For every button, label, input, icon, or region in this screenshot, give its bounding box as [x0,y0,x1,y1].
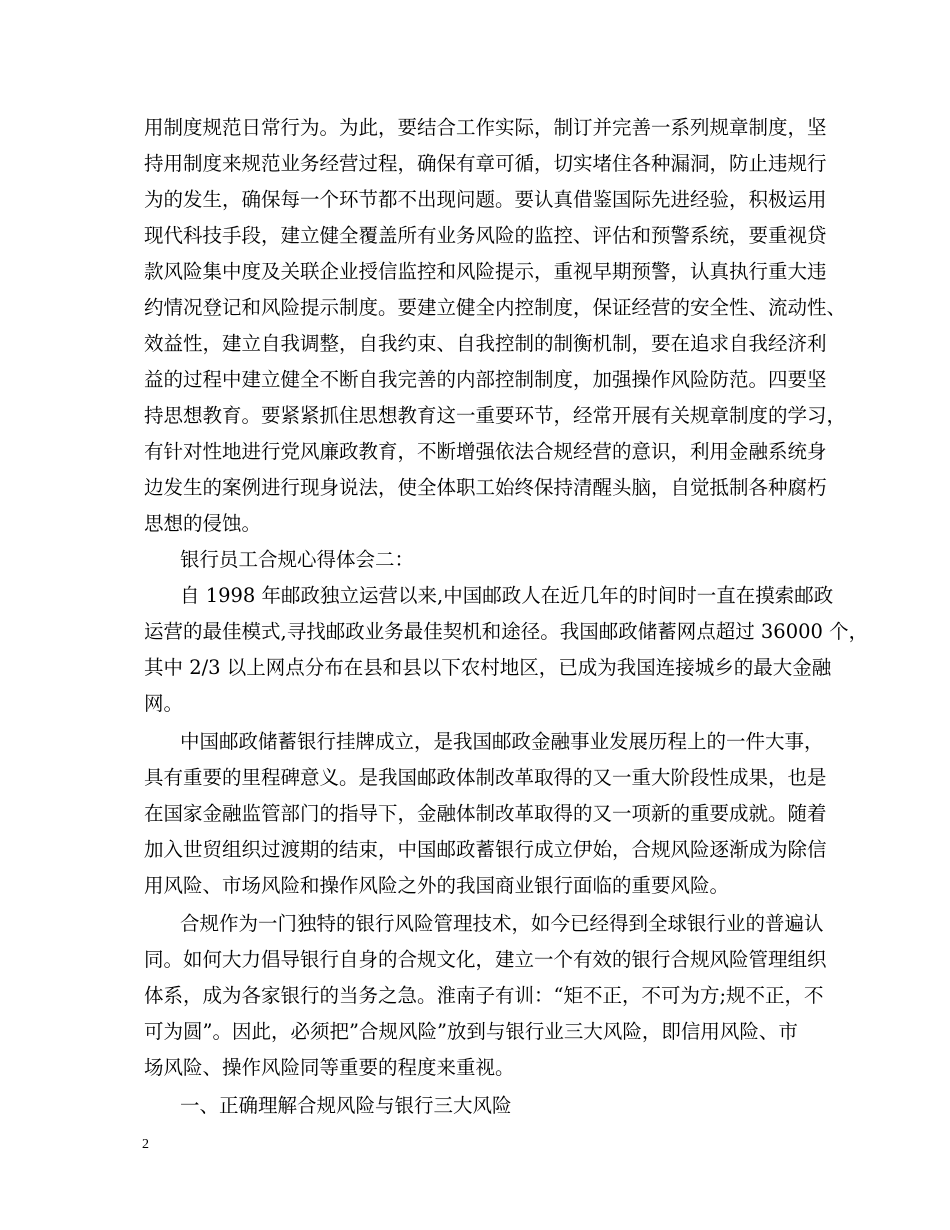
text-line: 思想的侵蚀。 [144,512,262,535]
text-line: 用风险、市场风险和操作风险之外的我国商业银行面临的重要风险。 [144,874,730,897]
text-line: 效益性，建立自我调整，自我约束、自我控制的制衡机制，要在追求自我经济利 [144,332,827,355]
text-line: 网。 [144,692,184,715]
section-heading: 银行员工合规心得体会二： [180,548,415,571]
text-line: 现代科技手段，建立健全覆盖所有业务风险的监控、评估和预警系统，要重视贷 [144,224,827,247]
text-line: 同。如何大力倡导银行自身的合规文化，建立一个有效的银行合规风险管理组织 [144,948,827,971]
text-line: 持思想教育。要紧紧抓住思想教育这一重要环节，经常开展有关规章制度的学习， [144,404,847,427]
text-line: 体系，成为各家银行的当务之急。淮南子有训：“矩不正，不可为方;规不正，不 [144,984,824,1007]
text-line: 有针对性地进行党风廉政教育，不断增强依法合规经营的意识，利用金融系统身 [144,440,827,463]
text-line: 自 1998 年邮政独立运营以来,中国邮政人在近几年的时间时一直在摸索邮政 [180,584,834,607]
text-line: 具有重要的里程碑意义。是我国邮政体制改革取得的又一重大阶段性成果，也是 [144,766,827,789]
page-number: 2 [142,1137,149,1152]
text-line: 可为圆”。因此，必须把”合规风险”放到与银行业三大风险，即信用风险、市 [144,1020,798,1043]
text-line: 益的过程中建立健全不断自我完善的内部控制制度，加强操作风险防范。四要坚 [144,368,827,391]
text-line: 运营的最佳模式,寻找邮政业务最佳契机和途径。我国邮政储蓄网点超过 36000 个， [144,620,869,643]
text-line: 用制度规范日常行为。为此，要结合工作实际，制订并完善一系列规章制度，坚 [144,116,827,139]
text-line: 其中 2/3 以上网点分布在县和县以下农村地区，已成为我国连接城乡的最大金融 [144,656,832,679]
text-line: 合规作为一门独特的银行风险管理技术，如今已经得到全球银行业的普遍认 [180,912,824,935]
text-line: 边发生的案例进行现身说法，使全体职工始终保持清醒头脑，自觉抵制各种腐朽 [144,476,827,499]
text-line: 持用制度来规范业务经营过程，确保有章可循，切实堵住各种漏洞，防止违规行 [144,152,827,175]
text-line: 约情况登记和风险提示制度。要建立健全内控制度，保证经营的安全性、流动性、 [144,296,847,319]
text-line: 为的发生，确保每一个环节都不出现问题。要认真借鉴国际先进经验，积极运用 [144,188,827,211]
text-line: 在国家金融监管部门的指导下，金融体制改革取得的又一项新的重要成就。随着 [144,802,827,825]
text-line: 场风险、操作风险同等重要的程度来重视。 [144,1056,515,1079]
section-heading: 一、正确理解合规风险与银行三大风险 [180,1094,512,1117]
text-line: 中国邮政储蓄银行挂牌成立，是我国邮政金融事业发展历程上的一件大事， [180,730,824,753]
text-line: 加入世贸组织过渡期的结束，中国邮政蓄银行成立伊始，合规风险逐渐成为除信 [144,838,827,861]
text-line: 款风险集中度及关联企业授信监控和风险提示，重视早期预警，认真执行重大违 [144,260,827,283]
